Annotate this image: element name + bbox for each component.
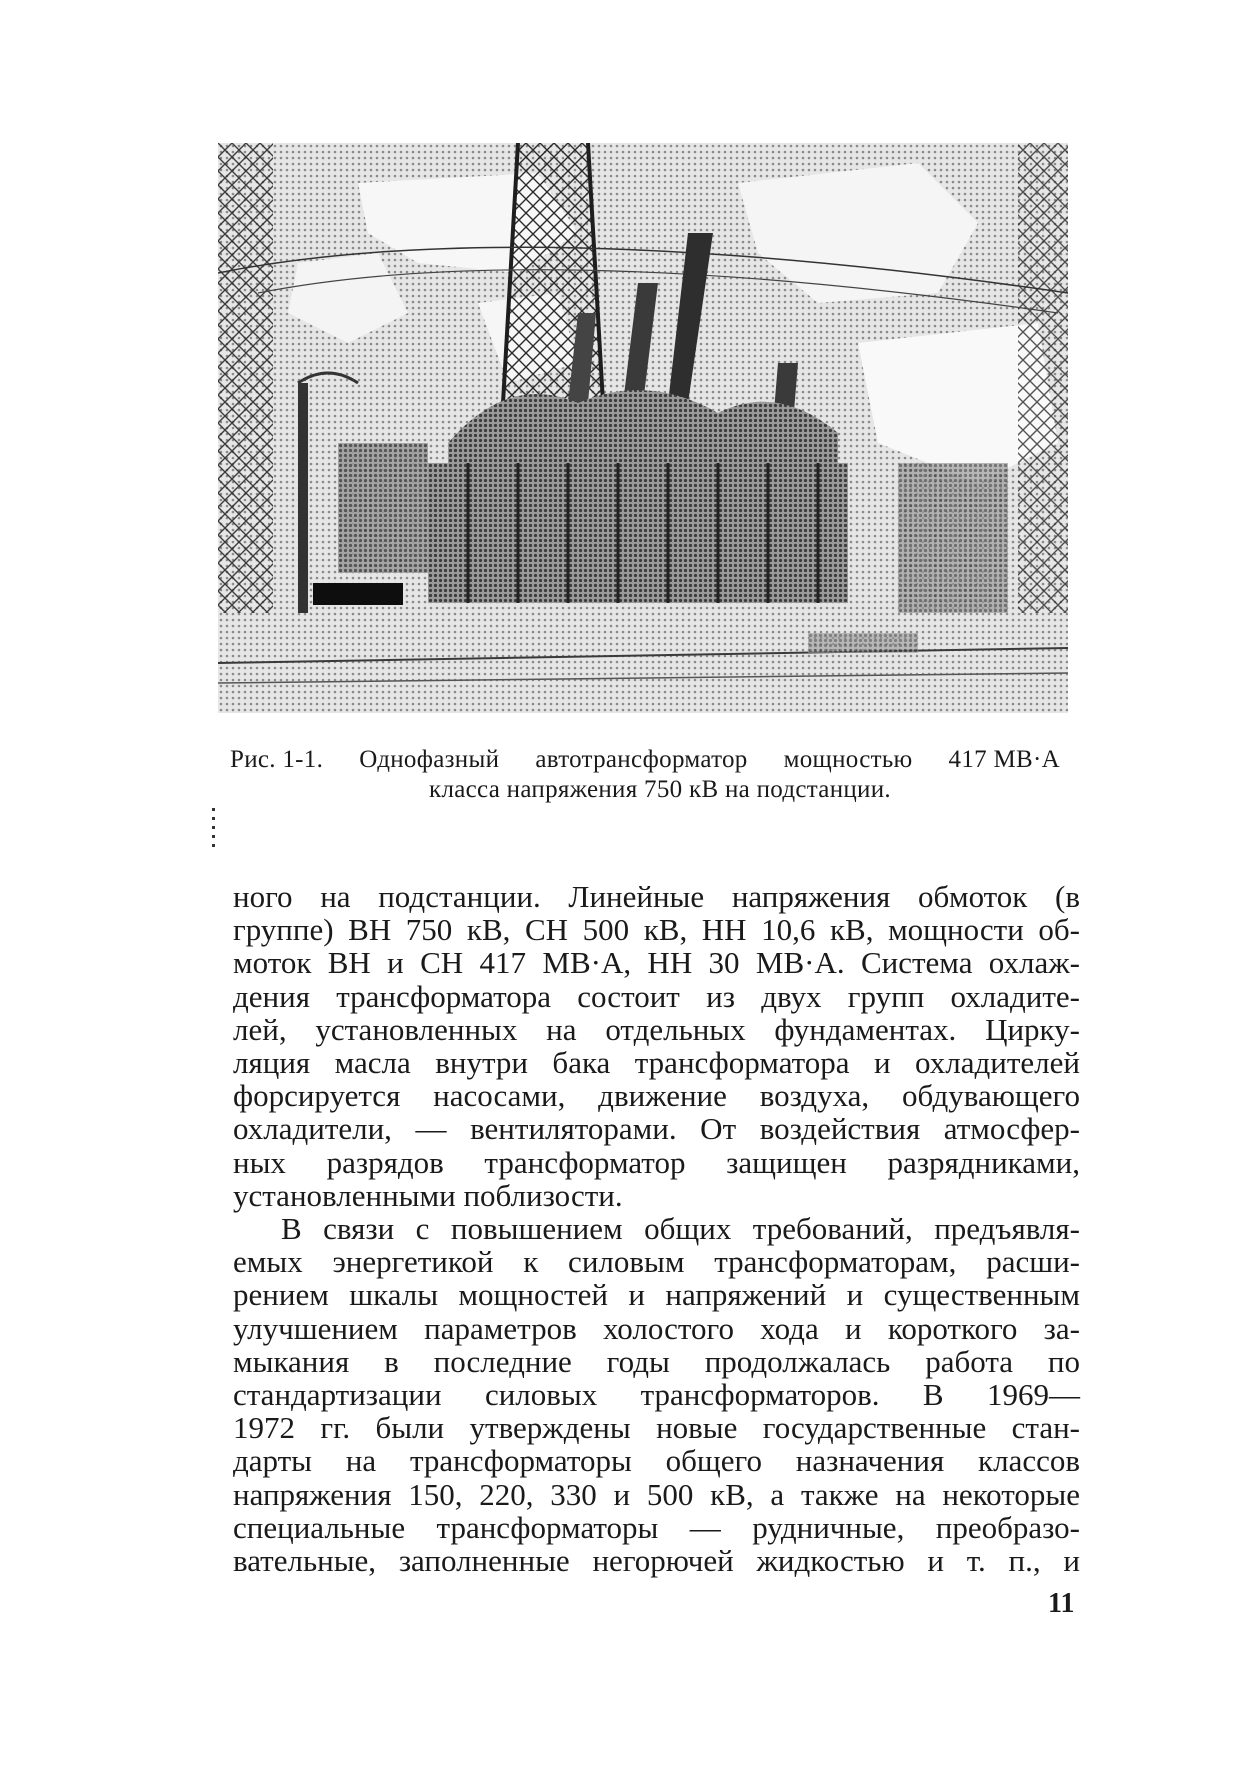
caption-label: Рис. 1-1.	[230, 746, 324, 773]
text-line: группе) ВН 750 кВ, СН 500 кВ, НН 10,6 кВ, мощности об-	[233, 912, 1080, 948]
caption-word: Однофазный	[359, 746, 500, 773]
caption-word: автотрансформатор	[535, 746, 748, 773]
text-line: емых энергетикой к силовым трансформаторам, расши-	[233, 1244, 1080, 1280]
body-text	[233, 880, 1080, 1577]
figure-caption	[230, 745, 1060, 805]
text-line: 1972 гг. были утверждены новые государственные стан-	[233, 1410, 1080, 1446]
figure-photo	[218, 143, 1068, 713]
text-line: улучшением параметров холостого хода и короткого за-	[233, 1310, 1080, 1346]
caption-line-2: класса напряжения 750 кВ на подстанции.	[429, 776, 891, 803]
text-line: стандартизации силовых трансформаторов. В 1969—	[233, 1377, 1080, 1413]
caption-line-1	[230, 745, 1060, 775]
text-line: вательные, заполненные негорючей жидкостью и т. п., и	[233, 1543, 1080, 1579]
text-line: ляция масла внутри бака трансформатора и охладителей	[233, 1045, 1080, 1081]
text-line: специальные трансформаторы — рудничные, преобразо-	[233, 1509, 1080, 1545]
text-line: ных разрядов трансформатор защищен разрядниками,	[233, 1144, 1080, 1180]
page-number: 11	[1048, 1588, 1075, 1619]
text-line: дарты на трансформаторы общего назначения классов	[233, 1443, 1080, 1479]
transformer-photo-illustration	[218, 143, 1068, 713]
margin-mark	[212, 808, 215, 850]
text-line: установленными поблизости.	[233, 1177, 623, 1213]
text-line: напряжения 150, 220, 330 и 500 кВ, а также на некоторые	[233, 1476, 1080, 1512]
text-line: мыкания в последние годы продолжалась работа по	[233, 1343, 1080, 1379]
text-line: дения трансформатора состоит из двух групп охладите-	[233, 978, 1080, 1014]
text-line: лей, установленных на отдельных фундаментах. Цирку-	[233, 1011, 1080, 1047]
caption-word: мощностью	[783, 746, 913, 773]
text-line: форсируется насосами, движение воздуха, обдувающего	[233, 1078, 1080, 1114]
paragraph	[233, 880, 1080, 1212]
text-line: моток ВН и СН 417 МВ·А, НН 30 МВ·А. Система охлаж-	[233, 945, 1080, 981]
text-line: охладители, — вентиляторами. От воздействия атмосфер-	[233, 1111, 1080, 1147]
text-line: ного на подстанции. Линейные напряжения обмоток (в	[233, 879, 1080, 914]
paragraph	[233, 1212, 1080, 1577]
text-line: В связи с повышением общих требований, предъявля-	[281, 1211, 1080, 1247]
caption-word: 417 МВ·А	[948, 746, 1060, 773]
text-line: рением шкалы мощностей и напряжений и существенным	[233, 1277, 1080, 1313]
